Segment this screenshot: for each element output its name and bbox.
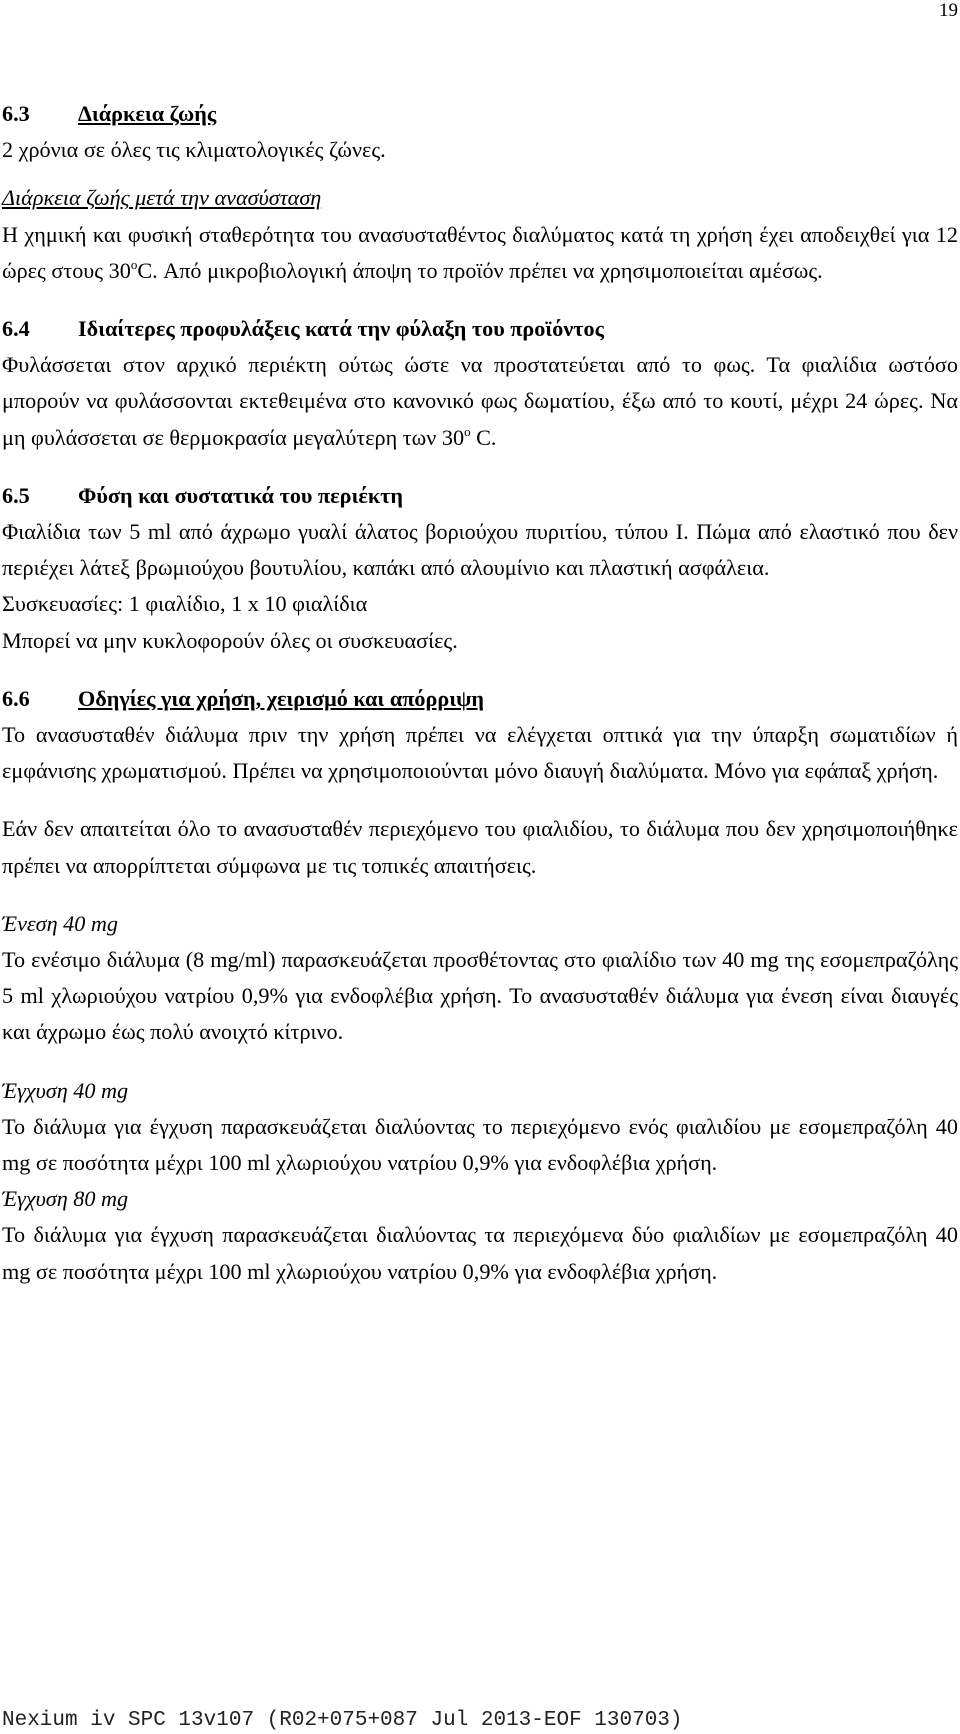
degree-sup: ο [130,256,138,272]
section-number: 6.4 [2,316,30,342]
infusion-40-subtitle: Έγχυση 40 mg [2,1077,129,1103]
handling-text-1: Το ανασυσταθέν διάλυμα πριν την χρήση πρέπει να ελέγχεται οπτικά για την ύπαρξη σωματιδίων ή εμφάνισης χρωματισμού. Πρέπει να χρησιμοποιούνται μόνο διαυγή διαλύματα. Μόνο για εφάπαξ χρήση. [2,722,958,784]
post-reconstitution-subtitle: Διάρκεια ζωής μετά την ανασύσταση [2,185,322,211]
text-part: C. Από μικροβιολογική άποψη το προϊόν πρέπει να χρησιμοποιείται αμέσως. [137,257,823,283]
text-part: Φυλάσσεται στον αρχικό περιέκτη ούτως ώστε να προστατεύεται από το φως. Τα φιαλίδια ωστόσο μπορούν να φυλάσσονται εκτεθειμένα στο κανονικό φως δωματίου, έξω από το κουτί, μέχρι 24 ώρες. Να μη φυλάσσεται σε θερμοκρασία μεγαλύτερη των 30 [2,352,958,450]
shelf-life-text: 2 χρόνια σε όλες τις κλιματολογικές ζώνες. [2,137,386,163]
page-number: 19 [939,0,958,21]
storage-text [2,347,958,456]
degree-sup: o [464,423,471,439]
infusion-80-text: Το διάλυμα για έγχυση παρασκευάζεται διαλύοντας τα περιεχόμενα δύο φιαλιδίων με εσομεπραζόλη 40 mg σε ποσότητα μέχρι 100 ml χλωριούχου νατρίου 0,9% για ενδοφλέβια χρήση. [2,1222,958,1284]
section-6-4-heading [2,311,958,347]
post-reconstitution-text [2,217,958,289]
section-number: 6.3 [2,101,30,126]
text-part: C. [470,424,497,450]
section-6-5-heading [2,478,958,514]
section-number: 6.5 [2,482,30,508]
document-footer: Nexium iv SPC 13v107 (R02+075+087 Jul 2013-EOF 130703) [2,1709,683,1732]
injection-text: Το ενέσιμο διάλυμα (8 mg/ml) παρασκευάζεται προσθέτοντας στο φιαλίδιο των 40 mg της εσομεπραζόλης 5 ml χλωριούχου νατρίου 0,9% για ενδοφλέβια χρήση. Το ανασυσταθέν διάλυμα για ένεση είναι διαυγές και άχρωμο έως πολύ ανοιχτό κίτρινο. [2,947,958,1045]
section-title: Φύση και συστατικά του περιέκτη [78,482,403,508]
text-part: Η χημική και φυσική σταθερότητα του ανασυσταθέντος διαλύματος κατά τη χρήση έχει αποδειχθεί για 12 ώρες στους 30 [2,221,958,283]
section-title: Διάρκεια ζωής [78,101,217,126]
container-text: Φιαλίδια των 5 ml από άχρωμο γυαλί άλατος βοριούχου πυριτίου, τύπου I. Πώμα από ελαστικό που δεν περιέχει λάτεξ βρωμιούχου βουτυλίου, καπάκι από αλουμίνιο και πλαστική ασφάλεια. [2,519,958,581]
section-title: Ιδιαίτερες προφυλάξεις κατά την φύλαξη του προϊόντος [78,316,604,342]
section-6-6-heading [2,681,958,717]
infusion-80-subtitle: Έγχυση 80 mg [2,1186,129,1212]
document-body [2,96,958,1290]
section-title: Οδηγίες για χρήση, χειρισμό και απόρριψη [78,685,484,711]
handling-text-2: Εάν δεν απαιτείται όλο το ανασυσταθέν περιεχόμενο του φιαλιδίου, το διάλυμα που δεν χρησιμοποιήθηκε πρέπει να απορρίπτεται σύμφωνα με τις τοπικές απαιτήσεις. [2,816,958,878]
injection-subtitle: Ένεση 40 mg [2,910,119,936]
packs-text: Συσκευασίες: 1 φιαλίδιο, 1 x 10 φιαλίδια [2,591,368,617]
infusion-40-text: Το διάλυμα για έγχυση παρασκευάζεται διαλύοντας το περιεχόμενο ενός φιαλιδίου με εσομεπραζόλη 40 mg σε ποσότητα μέχρι 100 ml χλωριούχου νατρίου 0,9% για ενδοφλέβια χρήση. [2,1113,958,1176]
section-6-3-heading [2,96,958,132]
availability-text: Μπορεί να μην κυκλοφορούν όλες οι συσκευασίες. [2,627,458,653]
section-number: 6.6 [2,685,30,711]
